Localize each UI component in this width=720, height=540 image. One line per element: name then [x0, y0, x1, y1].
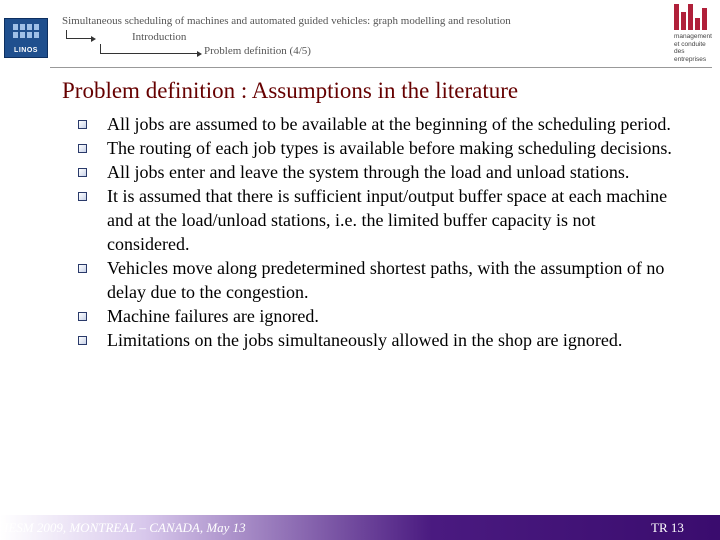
header-divider	[50, 67, 712, 68]
footer-slide-id: TR 13	[651, 520, 684, 535]
breadcrumb-level3: Problem definition (4/5)	[204, 45, 311, 57]
bullet-text: All jobs enter and leave the system through the load and unload stations.	[107, 162, 630, 182]
logo-grid	[13, 24, 39, 38]
square-bullet-icon	[78, 192, 87, 201]
list-item	[76, 112, 676, 136]
logo-left-text: LINOS	[14, 47, 38, 54]
list-item	[76, 160, 676, 184]
logo-right-text: management et conduite des entreprises	[674, 33, 712, 63]
list-item	[76, 256, 676, 304]
bullet-text: Vehicles move along predetermined shortest paths, with the assumption of no delay due to the congestion.	[107, 258, 665, 302]
list-item	[76, 304, 676, 328]
bullet-text: It is assumed that there is sufficient input/output buffer space at each machine and at the load/unload stations, i.e. the limited buffer capacity is not considered.	[107, 186, 668, 254]
square-bullet-icon	[78, 168, 87, 177]
footer-bar	[0, 515, 720, 540]
list-item	[76, 184, 676, 256]
square-bullet-icon	[78, 120, 87, 129]
list-item	[76, 328, 676, 352]
breadcrumb-level1: Simultaneous scheduling of machines and automated guided vehicles: graph modelling and resolution	[62, 15, 511, 27]
list-item	[76, 136, 676, 160]
breadcrumb-arrow-icon	[100, 44, 197, 54]
breadcrumb-arrow-icon	[66, 30, 91, 39]
square-bullet-icon	[78, 312, 87, 321]
mce-logo	[674, 4, 716, 64]
assumption-list	[76, 112, 676, 352]
slide-title: Problem definition : Assumptions in the literature	[62, 78, 519, 103]
square-bullet-icon	[78, 264, 87, 273]
square-bullet-icon	[78, 144, 87, 153]
bullet-text: Limitations on the jobs simultaneously allowed in the shop are ignored.	[107, 330, 623, 350]
breadcrumb-level2: Introduction	[132, 31, 187, 43]
square-bullet-icon	[78, 336, 87, 345]
bullet-text: The routing of each job types is available before making scheduling decisions.	[107, 138, 672, 158]
logo-bars	[674, 4, 716, 30]
linos-logo	[4, 18, 48, 58]
bullet-text: All jobs are assumed to be available at the beginning of the scheduling period.	[107, 114, 671, 134]
bullet-text: Machine failures are ignored.	[107, 306, 319, 326]
footer-conference: IESM 2009, MONTREAL – CANADA, May 13	[4, 520, 246, 535]
